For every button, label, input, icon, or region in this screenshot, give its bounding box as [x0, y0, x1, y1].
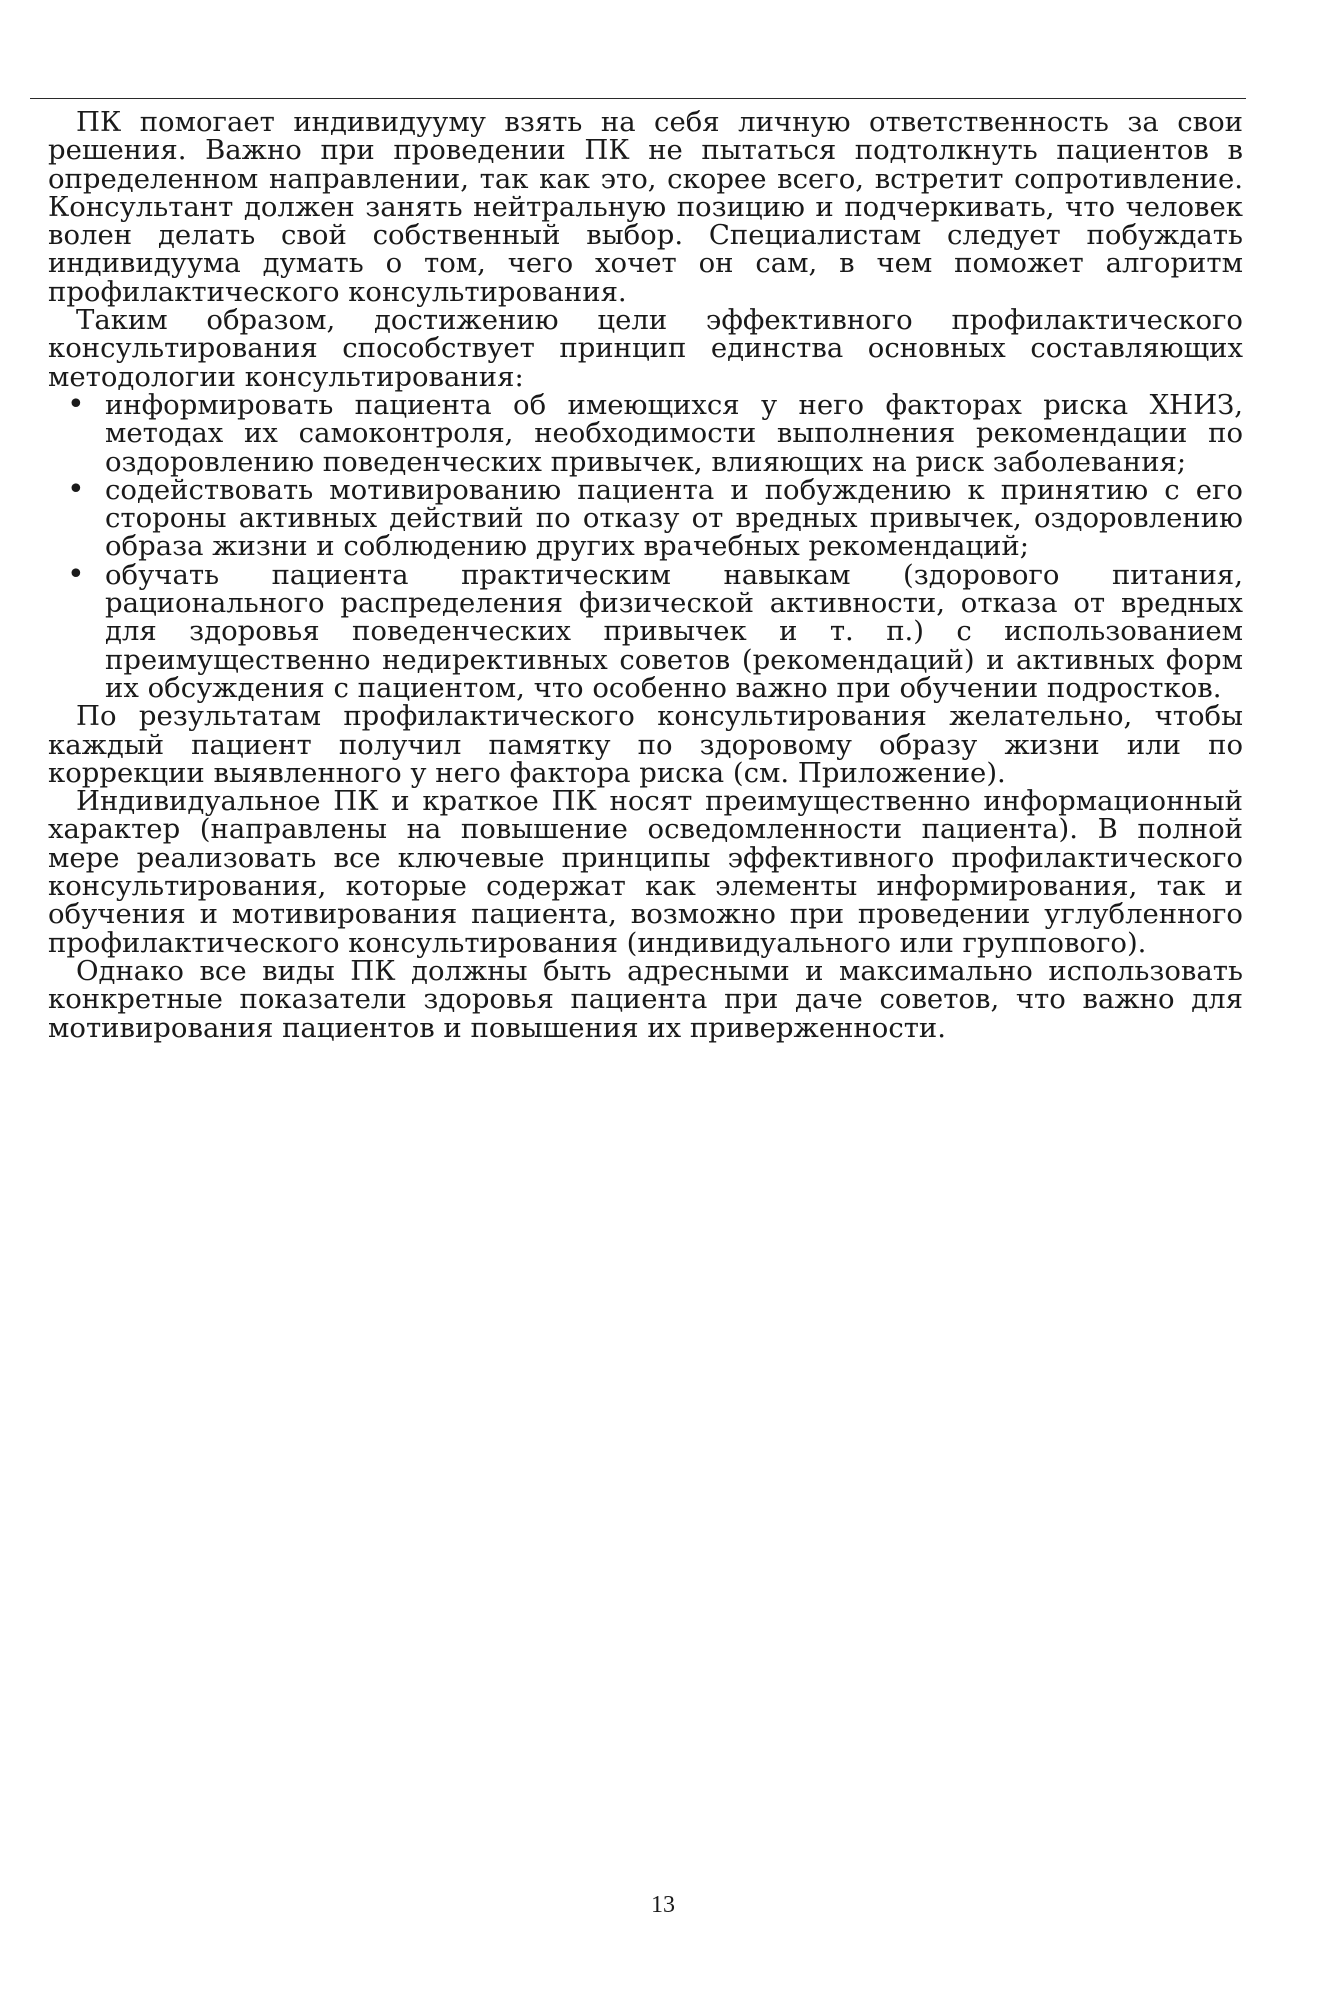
paragraph-memo: По результатам профилактического консультирования желательно, чтобы каждый пациент получил памятку по здоровому образу жизни или по коррекции выявленного у него фактора риска (см. Приложение).	[48, 700, 1243, 789]
list-item	[48, 556, 1243, 704]
header-rule	[30, 98, 1246, 99]
list-item-text: обучать пациента практическим навыкам (здорового питания, рационального распределения физической активности, отказа от вредных для здоровья поведенческих привычек и т. п.) с использованием преимущественно недирективных советов (рекомендаций) и активных форм их обсуждения с пациентом, что особенно важно при обучении подростков.	[105, 558, 1243, 704]
bullet-icon: •	[67, 556, 85, 592]
paragraph-targeted: Однако все виды ПК должны быть адресными и максимально использовать конкретные показатели здоровья пациента при даче советов, что важно для мотивирования пациентов и повышения их приверженности.	[48, 954, 1243, 1044]
body-text	[48, 108, 1243, 1042]
paragraph-methodology-intro: Таким образом, достижению цели эффективного профилактического консультирования способствует принцип единства основных составляющих методологии консультирования:	[48, 304, 1243, 393]
page-number: 13	[651, 1892, 675, 1918]
paragraph-responsibility: ПК помогает индивидууму взять на себя личную ответственность за свои решения. Важно при проведении ПК не пытаться подтолкнуть пациентов в определенном направлении, так как это, скорее всего, встретит сопротивление. Консультант должен занять нейтральную позицию и подчеркивать, что человек волен делать свой собственный выбор. Специалистам следует побуждать индивидуума думать о том, чего хочет он сам, в чем поможет алгоритм профилактического консультирования.	[48, 106, 1243, 308]
list-item	[48, 386, 1243, 478]
paragraph-informational: Индивидуальное ПК и краткое ПК носят преимущественно информационный характер (направлены на повышение осведомленности пациента). В полной мере реализовать все ключевые принципы эффективного профилактического консультирования, которые содержат как элементы информирования, так и обучения и мотивирования пациента, возможно при проведении углубленного профилактического консультирования (индивидуального или группового).	[48, 785, 1243, 959]
bullet-icon: •	[67, 471, 85, 507]
principles-list	[48, 386, 1243, 704]
list-item-text: информировать пациента об имеющихся у него факторах риска ХНИЗ, методах их самоконтроля, необходимости выполнения рекомендации по оздоровлению поведенческих привычек, влияющих на риск заболевания;	[105, 388, 1243, 478]
list-item	[48, 471, 1243, 563]
bullet-icon: •	[67, 386, 85, 422]
list-item-text: содействовать мотивированию пациента и побуждению к принятию с его стороны активных действий по отказу от вредных привычек, оздоровлению образа жизни и соблюдению других врачебных рекомендаций;	[105, 473, 1243, 563]
